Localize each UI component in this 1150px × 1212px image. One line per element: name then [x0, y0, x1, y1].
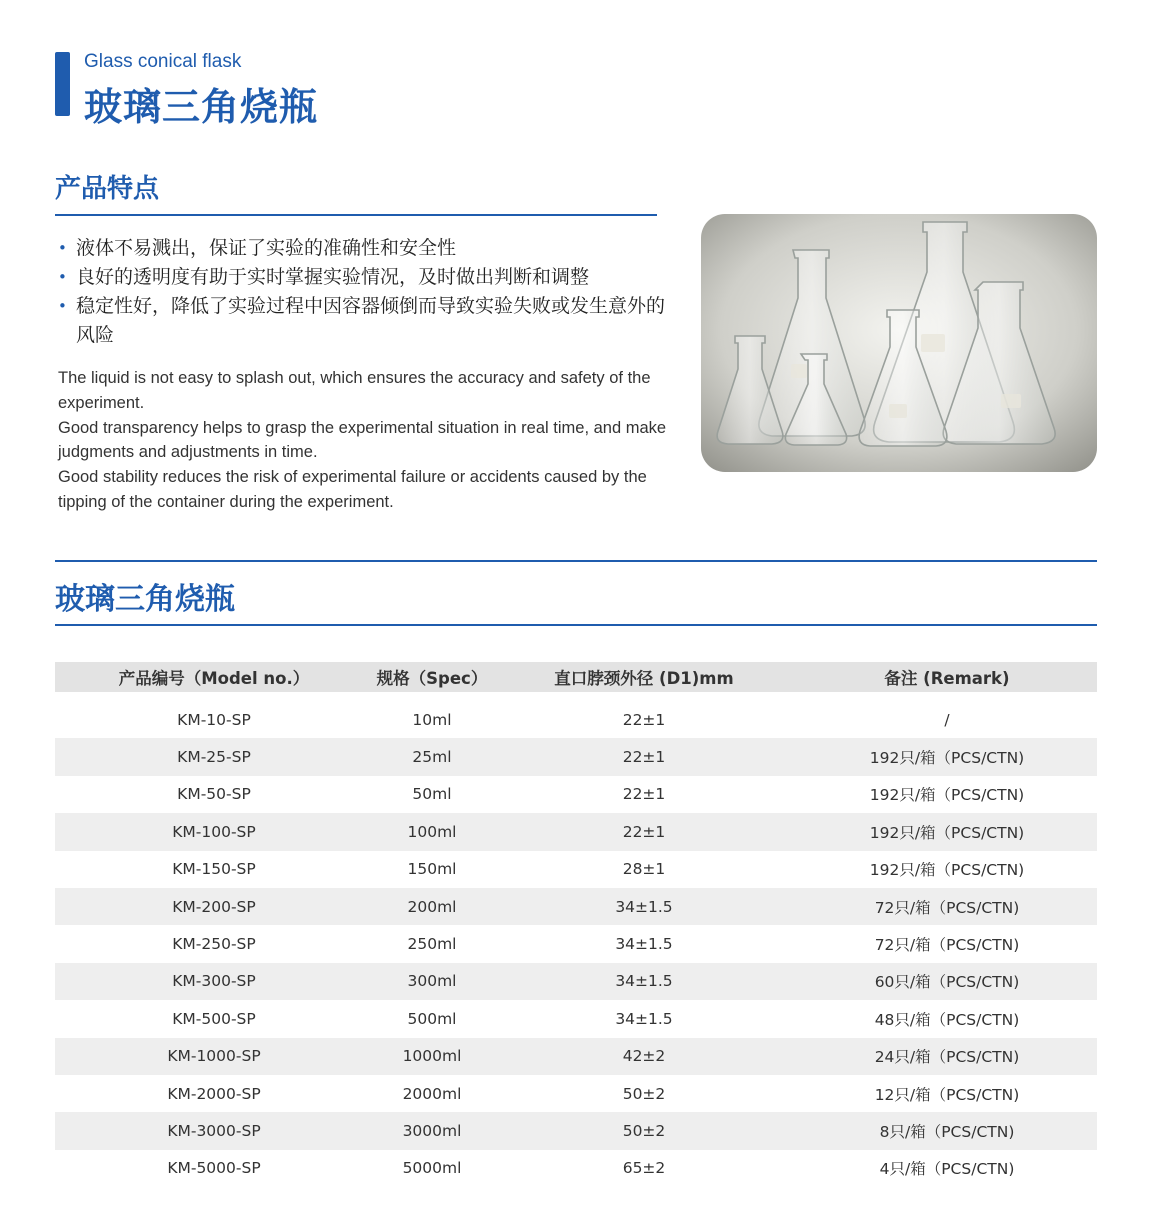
cell-model: KM-300-SP [172, 972, 256, 991]
table-body [55, 701, 1097, 1187]
feature-item: • 液体不易溅出，保证了实验的准确性和安全性 [55, 234, 675, 263]
cell-spec: 10ml [412, 710, 452, 729]
cell-spec: 500ml [407, 1009, 457, 1028]
table-row [55, 1112, 1097, 1149]
table-row [55, 701, 1097, 738]
table-row [55, 813, 1097, 850]
section-title: 玻璃三角烧瓶 [55, 582, 235, 617]
cell-model: KM-2000-SP [167, 1084, 261, 1103]
desc-line: Good stability reduces the risk of experimental failure or accidents caused by the tipping of the container during the experiment. [58, 468, 647, 511]
cell-model: KM-150-SP [172, 860, 256, 879]
cell-spec: 1000ml [402, 1047, 462, 1066]
cell-model: KM-500-SP [172, 1009, 256, 1028]
cell-spec: 25ml [412, 748, 452, 767]
cell-diameter: 22±1 [622, 785, 666, 804]
cell-spec: 2000ml [402, 1084, 462, 1103]
section-divider-bottom [55, 624, 1097, 626]
cell-model: KM-10-SP [177, 710, 251, 729]
cell-remark: 192只/箱（PCS/CTN) [869, 786, 1025, 805]
table-header-row [55, 662, 1097, 692]
cell-model: KM-1000-SP [167, 1047, 261, 1066]
cell-spec: 250ml [407, 935, 457, 954]
cell-model: KM-100-SP [172, 822, 256, 841]
cell-remark: 60只/箱（PCS/CTN) [874, 973, 1020, 992]
cell-diameter: 50±2 [622, 1084, 666, 1103]
cell-spec: 200ml [407, 897, 457, 916]
cell-diameter: 50±2 [622, 1121, 666, 1140]
cell-diameter: 65±2 [622, 1159, 666, 1178]
cell-remark: 192只/箱（PCS/CTN) [869, 749, 1025, 768]
header-model: 产品编号（Model no.） [118, 669, 310, 688]
page-title: 玻璃三角烧瓶 [84, 85, 319, 129]
cell-model: KM-25-SP [177, 748, 251, 767]
cell-spec: 300ml [407, 972, 457, 991]
header-diameter: 直口脖颈外径 (D1)mm [554, 669, 734, 688]
spec-table [55, 662, 1097, 1187]
table-row [55, 1075, 1097, 1112]
feature-item: • 稳定性好，降低了实验过程中因容器倾倒而导致实验失败或发生意外的风险 [55, 292, 675, 350]
cell-remark: 192只/箱（PCS/CTN) [869, 861, 1025, 880]
header-remark: 备注 (Remark) [884, 669, 1010, 688]
table-row [55, 888, 1097, 925]
cell-diameter: 22±1 [622, 710, 666, 729]
feature-item: • 良好的透明度有助于实时掌握实验情况，及时做出判断和调整 [55, 263, 675, 292]
flasks-image [701, 214, 1097, 472]
cell-remark: 4只/箱（PCS/CTN) [879, 1160, 1015, 1179]
cell-model: KM-3000-SP [167, 1121, 261, 1140]
cell-model: KM-50-SP [177, 785, 251, 804]
cell-model: KM-250-SP [172, 935, 256, 954]
title-english: Glass conical flask [84, 51, 242, 72]
bullet-icon: • [58, 297, 67, 315]
cell-diameter: 34±1.5 [615, 1009, 673, 1028]
cell-remark: 48只/箱（PCS/CTN) [874, 1010, 1020, 1029]
cell-spec: 3000ml [402, 1121, 462, 1140]
cell-diameter: 22±1 [622, 822, 666, 841]
cell-diameter: 28±1 [622, 860, 666, 879]
table-row [55, 1150, 1097, 1187]
cell-diameter: 34±1.5 [615, 897, 673, 916]
table-row [55, 738, 1097, 775]
cell-remark: 24只/箱（PCS/CTN) [874, 1048, 1020, 1067]
product-photo [701, 214, 1097, 472]
bullet-icon: • [58, 239, 67, 257]
cell-remark: 72只/箱（PCS/CTN) [874, 936, 1020, 955]
cell-spec: 150ml [407, 860, 457, 879]
section-divider-top [55, 560, 1097, 562]
cell-remark: 8只/箱（PCS/CTN) [879, 1122, 1015, 1141]
desc-line: Good transparency helps to grasp the experimental situation in real time, and make judgments and adjustments in time. [58, 418, 667, 462]
bullet-icon: • [58, 268, 67, 286]
cell-diameter: 34±1.5 [615, 935, 673, 954]
desc-line: The liquid is not easy to splash out, which ensures the accuracy and safety of the experiment. [58, 369, 651, 412]
features-heading: 产品特点 [55, 174, 160, 204]
features-divider [55, 214, 657, 216]
table-row [55, 963, 1097, 1000]
cell-model: KM-200-SP [172, 897, 256, 916]
cell-model: KM-5000-SP [167, 1159, 261, 1178]
cell-spec: 100ml [407, 822, 457, 841]
cell-spec: 50ml [412, 785, 452, 804]
cell-diameter: 42±2 [622, 1047, 666, 1066]
title-accent-bar [55, 52, 70, 116]
table-row [55, 1000, 1097, 1037]
table-row [55, 851, 1097, 888]
header-spec: 规格（Spec） [376, 669, 488, 688]
features-description-en [58, 366, 683, 515]
cell-diameter: 22±1 [622, 748, 666, 767]
features-list [55, 234, 675, 350]
table-row [55, 1038, 1097, 1075]
table-row [55, 925, 1097, 962]
cell-diameter: 34±1.5 [615, 972, 673, 991]
table-row [55, 776, 1097, 813]
cell-remark: 12只/箱（PCS/CTN) [874, 1085, 1020, 1104]
cell-remark: 72只/箱（PCS/CTN) [874, 898, 1020, 917]
cell-remark: 192只/箱（PCS/CTN) [869, 823, 1025, 842]
cell-spec: 5000ml [402, 1159, 462, 1178]
cell-remark: / [944, 710, 950, 729]
